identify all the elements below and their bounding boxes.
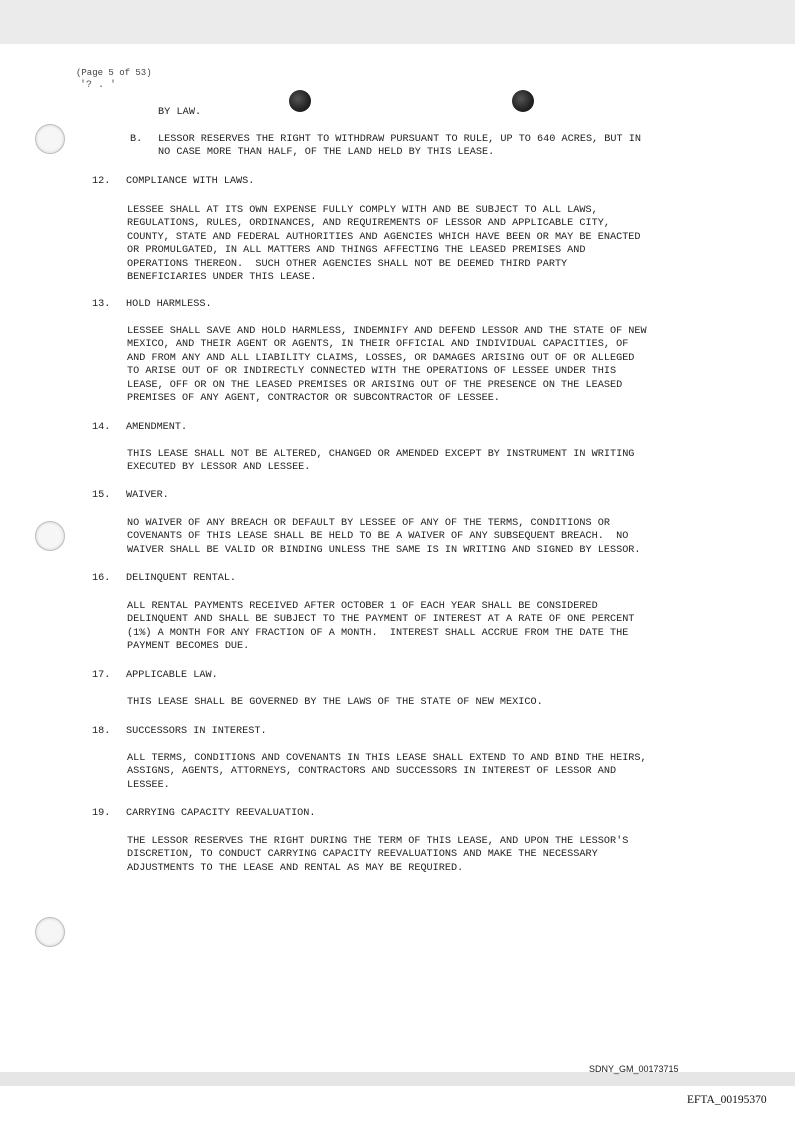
section-title: AMENDMENT. <box>126 422 188 433</box>
section-15-heading <box>92 490 169 501</box>
section-number: 18. <box>92 726 111 737</box>
section-title: COMPLIANCE WITH LAWS. <box>126 176 255 187</box>
text-line: LESSEE SHALL AT ITS OWN EXPENSE FULLY COMPLY WITH AND BE SUBJECT TO ALL LAWS, <box>127 205 598 216</box>
section-number: 17. <box>92 670 111 681</box>
section-16-heading <box>92 573 236 584</box>
section-18-body <box>127 752 647 792</box>
section-number: 15. <box>92 490 111 501</box>
section-title: APPLICABLE LAW. <box>126 670 218 681</box>
text-line: TO ARISE OUT OF OR INDIRECTLY CONNECTED WITH THE OPERATIONS OF LESSEE UNDER THIS <box>127 366 617 378</box>
text-line: PREMISES OF ANY AGENT, CONTRACTOR OR SUBCONTRACTOR OF LESSEE. <box>127 393 500 405</box>
text-line: BENEFICIARIES UNDER THIS LEASE. <box>127 272 317 284</box>
section-title: HOLD HARMLESS. <box>126 299 212 310</box>
section-number: 14. <box>92 422 111 433</box>
punch-hole-top <box>35 124 65 154</box>
item-b-label: B. <box>130 134 143 145</box>
section-number: 13. <box>92 299 111 310</box>
section-title: WAIVER. <box>126 490 169 501</box>
section-12-body <box>127 204 641 284</box>
text-line: OR PROMULGATED, IN ALL MATTERS AND THINGS AFFECTING THE LEASED PREMISES AND <box>127 245 586 257</box>
text-line: NO CASE MORE THAN HALF, OF THE LAND HELD BY THIS LEASE. <box>158 147 495 159</box>
section-16-body <box>127 600 634 654</box>
text-line: LESSEE SHALL SAVE AND HOLD HARMLESS, INDEMNIFY AND DEFEND LESSOR AND THE STATE OF NEW <box>127 326 647 337</box>
text-line: THIS LEASE SHALL NOT BE ALTERED, CHANGED OR AMENDED EXCEPT BY INSTRUMENT IN WRITING <box>127 449 635 460</box>
text-line: THIS LEASE SHALL BE GOVERNED BY THE LAWS OF THE STATE OF NEW MEXICO. <box>127 697 543 708</box>
efta-number: EFTA_00195370 <box>687 1094 767 1106</box>
section-13-body <box>127 325 647 405</box>
text-line: PAYMENT BECOMES DUE. <box>127 641 250 653</box>
text-line: WAIVER SHALL BE VALID OR BINDING UNLESS THE SAME IS IN WRITING AND SIGNED BY LESSOR. <box>127 544 641 556</box>
text-line: LESSEE. <box>127 779 170 791</box>
section-number: 12. <box>92 176 111 187</box>
by-law-text: BY LAW. <box>158 107 202 118</box>
text-line: EXECUTED BY LESSOR AND LESSEE. <box>127 462 311 474</box>
section-12-heading <box>92 176 254 187</box>
text-line: REGULATIONS, RULES, ORDINANCES, AND REQUIREMENTS OF LESSOR AND APPLICABLE CITY, <box>127 218 610 230</box>
punch-hole-middle <box>35 521 65 551</box>
text-line: ASSIGNS, AGENTS, ATTORNEYS, CONTRACTORS AND SUCCESSORS IN INTEREST OF LESSOR AND <box>127 766 617 778</box>
text-line: COUNTY, STATE AND FEDERAL AUTHORITIES AND AGENCIES WHICH HAVE BEEN OR MAY BE ENACTED <box>127 231 641 243</box>
text-line: DELINQUENT AND SHALL BE SUBJECT TO THE PAYMENT OF INTEREST AT A RATE OF ONE PERCENT <box>127 614 635 626</box>
item-b-body <box>158 133 641 160</box>
text-line: AND FROM ANY AND ALL LIABILITY CLAIMS, LOSSES, OR DAMAGES ARISING OUT OF OR ALLEGED <box>127 352 635 364</box>
text-line: OPERATIONS THEREON. SUCH OTHER AGENCIES SHALL NOT BE DEEMED THIRD PARTY <box>127 258 568 270</box>
section-17-body <box>127 696 543 709</box>
text-line: COVENANTS OF THIS LEASE SHALL BE HELD TO BE A WAIVER OF ANY SUBSEQUENT BREACH. NO <box>127 531 629 543</box>
page-marker: (Page 5 of 53) <box>76 68 152 78</box>
section-14-heading <box>92 422 187 433</box>
scan-top-band <box>0 0 795 44</box>
section-14-body <box>127 448 634 475</box>
text-line: ALL TERMS, CONDITIONS AND COVENANTS IN THIS LEASE SHALL EXTEND TO AND BIND THE HEIRS, <box>127 753 647 764</box>
section-19-body <box>127 835 628 875</box>
text-line: DISCRETION, TO CONDUCT CARRYING CAPACITY REEVALUATIONS AND MAKE THE NECESSARY <box>127 849 598 861</box>
scan-dot-left <box>289 90 311 112</box>
punch-hole-bottom <box>35 917 65 947</box>
text-line: (1%) A MONTH FOR ANY FRACTION OF A MONTH. INTEREST SHALL ACCRUE FROM THE DATE THE <box>127 627 629 639</box>
section-title: SUCCESSORS IN INTEREST. <box>126 726 267 737</box>
text-line: LESSOR RESERVES THE RIGHT TO WITHDRAW PURSUANT TO RULE, UP TO 640 ACRES, BUT IN <box>158 134 641 145</box>
section-18-heading <box>92 726 267 737</box>
section-17-heading <box>92 670 218 681</box>
text-line: THE LESSOR RESERVES THE RIGHT DURING THE TERM OF THIS LEASE, AND UPON THE LESSOR'S <box>127 836 629 847</box>
section-number: 16. <box>92 573 111 584</box>
scan-dot-right <box>512 90 534 112</box>
scan-bottom-band <box>0 1072 795 1086</box>
text-line: ALL RENTAL PAYMENTS RECEIVED AFTER OCTOBER 1 OF EACH YEAR SHALL BE CONSIDERED <box>127 601 598 612</box>
section-number: 19. <box>92 808 111 819</box>
section-15-body <box>127 517 641 557</box>
text-line: MEXICO, AND THEIR AGENT OR AGENTS, IN THEIR OFFICIAL AND INDIVIDUAL CAPACITIES, OF <box>127 339 629 351</box>
text-line: LEASE, OFF OR ON THE LEASED PREMISES OR ARISING OUT OF THE PRESENCE ON THE LEASED <box>127 379 623 391</box>
section-19-heading <box>92 808 316 819</box>
section-13-heading <box>92 299 212 310</box>
bates-number: SDNY_GM_00173715 <box>589 1064 679 1074</box>
stray-marks: '? . ' <box>80 80 117 91</box>
text-line: ADJUSTMENTS TO THE LEASE AND RENTAL AS MAY BE REQUIRED. <box>127 862 464 874</box>
section-title: CARRYING CAPACITY REEVALUATION. <box>126 808 316 819</box>
text-line: NO WAIVER OF ANY BREACH OR DEFAULT BY LESSEE OF ANY OF THE TERMS, CONDITIONS OR <box>127 518 610 529</box>
section-title: DELINQUENT RENTAL. <box>126 573 237 584</box>
